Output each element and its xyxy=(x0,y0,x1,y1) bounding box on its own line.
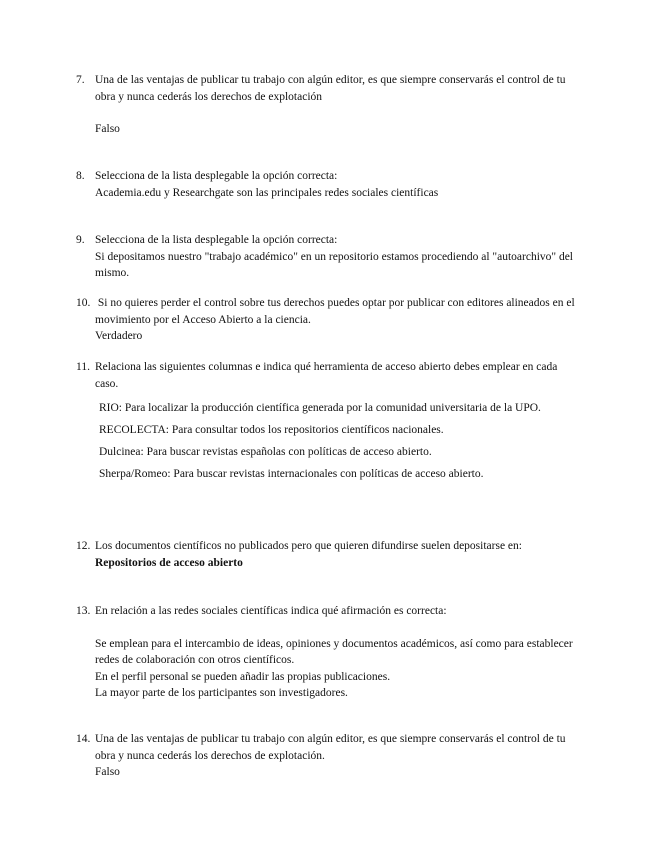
question-number: 10. xyxy=(76,297,91,309)
question-text: Selecciona de la lista desplegable la opción correcta: xyxy=(95,234,338,246)
match-item: Dulcinea: Para buscar revistas españolas con políticas de acceso abierto. xyxy=(99,446,432,458)
question-number: 11. xyxy=(76,361,90,373)
answer-text: En el perfil personal se pueden añadir las propias publicaciones. xyxy=(95,670,391,683)
question-number: 8. xyxy=(76,170,85,182)
question-14 xyxy=(76,731,581,781)
question-text: En relación a las redes sociales científicas indica qué afirmación es correcta: xyxy=(95,605,447,617)
question-7 xyxy=(76,72,581,138)
answer-text: Academia.edu y Researchgate son las principales redes sociales científicas xyxy=(95,186,439,199)
question-text: Selecciona de la lista desplegable la opción correcta: xyxy=(95,170,338,182)
question-13 xyxy=(76,603,581,702)
answer-text: Falso xyxy=(95,123,120,135)
match-item: RIO: Para localizar la producción científica generada por la comunidad universitaria de la UPO. xyxy=(99,402,541,414)
question-11 xyxy=(76,359,581,488)
question-number: 13. xyxy=(76,605,91,617)
question-8 xyxy=(76,168,581,201)
question-number: 9. xyxy=(76,234,85,246)
answer-text: Si depositamos nuestro "trabajo académico" en un repositorio estamos procediendo al "autoarchivo" del mismo. xyxy=(95,250,574,279)
match-item: Sherpa/Romeo: Para buscar revistas internacionales con políticas de acceso abierto. xyxy=(99,468,484,480)
question-number: 12. xyxy=(76,540,91,552)
question-text: Una de las ventajas de publicar tu trabajo con algún editor, es que siempre conservarás el control de tu obra y nunca cederás los derechos de explotación xyxy=(95,74,566,103)
question-number: 14. xyxy=(76,733,91,745)
answer-text: La mayor parte de los participantes son investigadores. xyxy=(95,687,348,699)
match-item: RECOLECTA: Para consultar todos los repositorios científicos nacionales. xyxy=(99,424,444,436)
question-text: Los documentos científicos no publicados pero que quieren difundirse suelen depositarse en: xyxy=(95,540,522,552)
question-12 xyxy=(76,538,581,571)
question-text: Si no quieres perder el control sobre tus derechos puedes optar por publicar con editores alineados en el movimiento por el Acceso Abierto a la ciencia. xyxy=(95,297,578,326)
answer-text: Repositorios de acceso abierto xyxy=(95,556,243,569)
question-10 xyxy=(76,295,581,345)
answer-text: Falso xyxy=(95,766,120,778)
question-9 xyxy=(76,232,581,282)
question-number: 7. xyxy=(76,74,85,86)
answer-text: Se emplean para el intercambio de ideas, opiniones y documentos académicos, así como para establecer redes de colaboración con otros científicos. xyxy=(95,637,573,666)
question-text: Relaciona las siguientes columnas e indica qué herramienta de acceso abierto debes emplear en cada caso. xyxy=(95,361,558,390)
answer-text: Verdadero xyxy=(95,330,143,342)
question-text: Una de las ventajas de publicar tu trabajo con algún editor, es que siempre conservarás el control de tu obra y nunca cederás los derechos de explotación. xyxy=(95,733,566,762)
